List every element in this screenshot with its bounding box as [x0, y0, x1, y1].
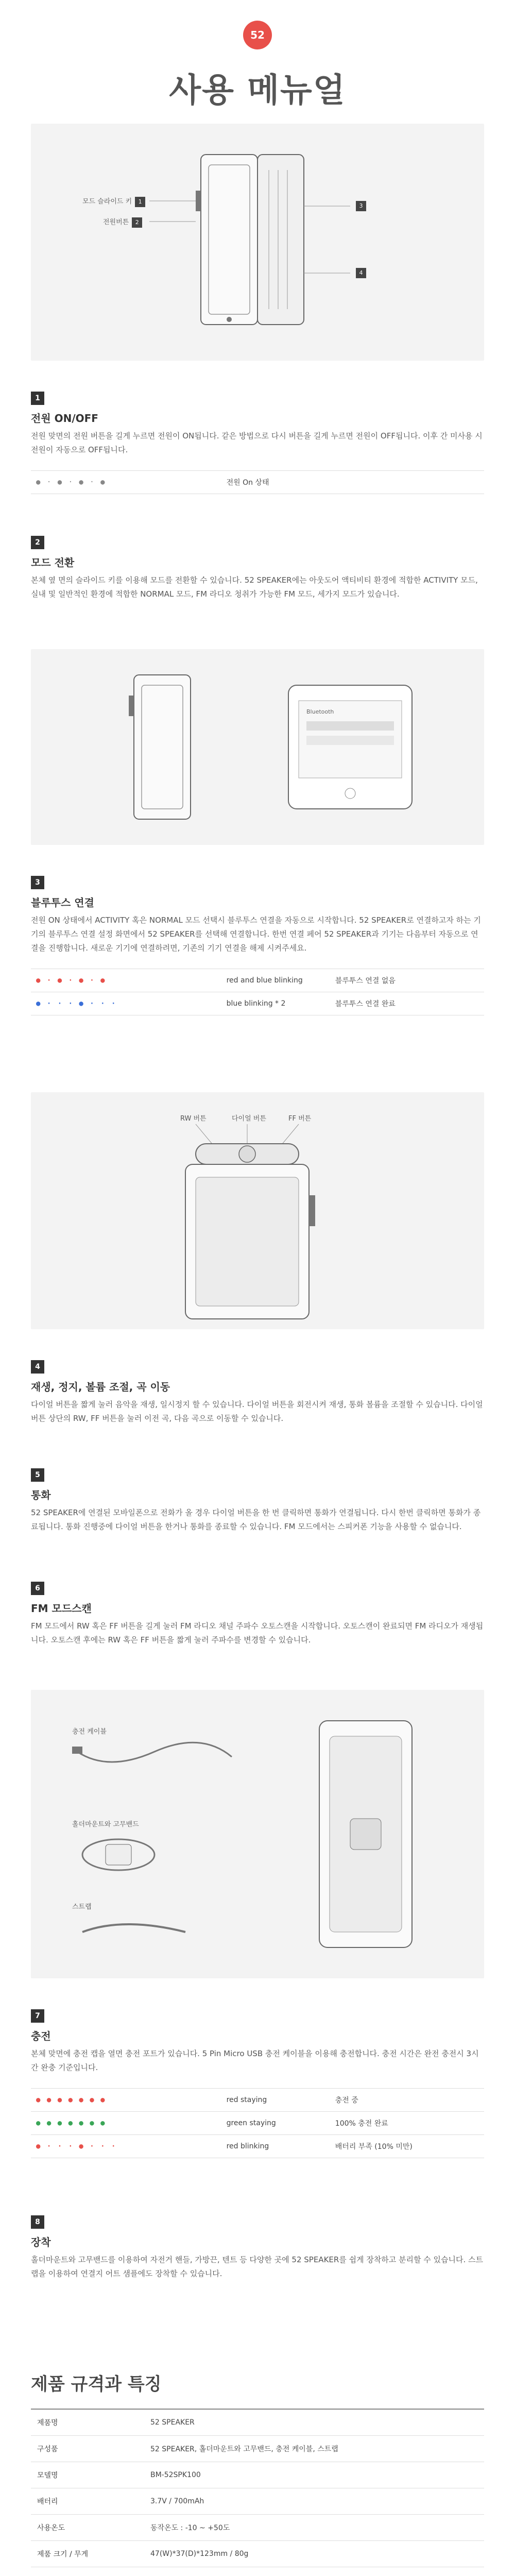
speaker-top-drawing [31, 1092, 484, 1329]
section-title: 충전 [31, 2030, 51, 2042]
section-number: 7 [31, 2009, 44, 2023]
section-charging [31, 2009, 484, 2158]
led-label: red blinking [221, 2135, 330, 2158]
label-strap: 스트랩 [72, 1903, 92, 1911]
section-title: 블루투스 연결 [31, 896, 94, 909]
section-mounting [31, 2215, 484, 2281]
led-desc: 블루투스 연결 완료 [330, 992, 484, 1015]
table-row [31, 2089, 484, 2112]
section-body: 52 SPEAKER에 연결된 모바일폰으로 전화가 올 경우 다이얼 버튼을 한 번 클릭하면 통화가 연결됩니다. 다시 한번 클릭하면 통화가 종료됩니다. 통화 진행중에 다이얼 버튼을 한거나 통화를 종료할 수 있습니다. FM 모드에서는 스피커폰 기능을 사용할 수 없습니다. [31, 1508, 481, 1531]
led-pattern: ● · · · ● · · · [31, 992, 221, 1015]
brand-badge: 52 [243, 21, 272, 49]
speaker-drawing [31, 124, 484, 361]
callout-3: 3 [353, 201, 366, 211]
section-number: 6 [31, 1582, 44, 1595]
led-desc: 충전 중 [330, 2089, 484, 2112]
table-row: 모델명 BM-52SPK100 [31, 2462, 484, 2488]
section-title: 장착 [31, 2236, 51, 2248]
section-bluetooth [31, 876, 484, 1015]
section-title: 통화 [31, 1489, 51, 1501]
section-number: 8 [31, 2215, 44, 2229]
led-desc: 배터리 부족 (10% 미만) [330, 2135, 484, 2158]
table-row [31, 2112, 484, 2135]
section-power [31, 392, 484, 494]
table-row [31, 2135, 484, 2158]
section-body: 본체 맞면에 충전 캡을 열면 충전 포트가 있습니다. 5 Pin Micro USB 충전 케이블을 이용해 충전합니다. 충전 시간은 완전 충전시 3시간 완충 기준입니다. [31, 2049, 479, 2072]
led-pattern: ● · ● · ● · ● [31, 471, 221, 494]
accessories-illustration [31, 1690, 484, 1978]
table-row: 제품 크기 / 무게 47(W)*37(D)*123mm / 80g [31, 2541, 484, 2567]
section-title: 모드 전환 [31, 556, 75, 569]
speaker-illustration [31, 124, 484, 361]
label-cable: 충전 케이블 [72, 1728, 107, 1736]
section-call [31, 1468, 484, 1534]
speaker-phone-drawing [31, 649, 484, 845]
callout-4: 4 [353, 268, 366, 278]
section-number: 1 [31, 392, 44, 405]
led-label: red staying [221, 2089, 330, 2112]
label-rw-button: RW 버튼 [180, 1115, 207, 1123]
section-number: 2 [31, 536, 44, 549]
specs-table [31, 2409, 484, 2576]
section-body: 본체 옆 면의 슬라이드 키를 이용해 모드를 전환할 수 있습니다. 52 SPEAKER에는 아웃도어 액티비티 환경에 적합한 ACTIVITY 모드, 실내 및 일반적인 환경에 적합한 NORMAL 모드, FM 라디오 청취가 가능한 FM 모드, 세가지 모드가 있습니다. [31, 575, 478, 599]
controls-illustration [31, 1092, 484, 1329]
specs-section [31, 2370, 484, 2576]
section-body: FM 모드에서 RW 혹은 FF 버튼을 길게 눌러 FM 라디오 채널 주파수 오토스캔을 시작합니다. 오토스캔이 완료되면 FM 라디오가 재생됩니다. 오토스캔 후에는 RW 혹은 FF 버튼을 짧게 눌러 주파수를 변경할 수 있습니다. [31, 1621, 484, 1645]
table-row: 구성품 52 SPEAKER, 홀더마운트와 고무밴드, 충전 케이블, 스트랩 [31, 2436, 484, 2462]
section-mode [31, 536, 484, 601]
section-number: 4 [31, 1360, 44, 1374]
led-desc: 전원 On 상태 [221, 471, 484, 494]
label-dial-button: 다이얼 버튼 [232, 1115, 266, 1123]
section-title: FM 모드스캔 [31, 1602, 92, 1615]
led-desc: 블루투스 연결 없음 [330, 969, 484, 992]
led-label: green staying [221, 2112, 330, 2135]
section-body: 전원 ON 상태에서 ACTIVITY 혹은 NORMAL 모드 선택시 블루투스 연결을 자동으로 시작합니다. 52 SPEAKER로 연결하고자 하는 기기의 블루투스 연결 설정 화면에서 52 SPEAKER를 선택해 연결합니다. 한번 연결 페어 52 SPEAKER과 기기는 다음부터 자동으로 연결을 진행합니다. 새로운 기기에 연결하려면, 기존의 기기 연결을 해제 시켜주세요. [31, 916, 481, 953]
table-row: 제품명 52 SPEAKER [31, 2409, 484, 2436]
table-row [31, 992, 484, 1015]
indicator-table [31, 969, 484, 1015]
page-title: 사용 메뉴얼 [169, 72, 346, 110]
header [31, 21, 484, 111]
table-row [31, 969, 484, 992]
led-pattern: ● · ● · ● · ● [31, 969, 221, 992]
section-title: 전원 ON/OFF [31, 412, 98, 425]
svg-text:Bluetooth: Bluetooth [306, 708, 334, 715]
table-row [31, 471, 484, 494]
indicator-table [31, 470, 484, 494]
section-number: 3 [31, 876, 44, 889]
led-label: red and blue blinking [221, 969, 330, 992]
table-row: 배터리 3.7V / 700mAh [31, 2488, 484, 2515]
section-body: 홀더마운트와 고무밴드를 이용하여 자전거 핸들, 가방끈, 텐트 등 다양한 곳에 52 SPEAKER를 쉽게 장착하고 분리할 수 있습니다. 스트랩을 이용하여 연결지 어트 샘플에도 장착할 수 있습니다. [31, 2255, 484, 2278]
led-pattern: ● · · · ● · · · [31, 2135, 221, 2158]
led-pattern: ● ● ● ● ● ● ● [31, 2089, 221, 2112]
label-holder: 홀더마운트와 고무밴드 [72, 1821, 139, 1828]
callout-mode-key: 모드 슬라이드 키 1 [82, 196, 145, 207]
bluetooth-illustration [31, 649, 484, 845]
section-fm-scan [31, 1582, 484, 1647]
table-row: 사용온도 동작온도 : -10 ~ +50도 [31, 2515, 484, 2541]
section-number: 5 [31, 1468, 44, 1482]
label-ff-button: FF 버튼 [288, 1115, 312, 1123]
led-pattern: ● ● ● ● ● ● ● [31, 2112, 221, 2135]
section-title: 재생, 정지, 볼륨 조절, 곡 이동 [31, 1381, 170, 1393]
led-desc: 100% 충전 완료 [330, 2112, 484, 2135]
specs-title: 제품 규격과 특징 [31, 2374, 162, 2395]
callout-power-button: 전원버튼 2 [103, 216, 142, 228]
section-body: 다이얼 버튼을 짧게 눌러 음악을 재생, 일시정지 할 수 있습니다. 다이얼 버튼을 회전시켜 재생, 통화 볼륨을 조절할 수 있습니다. 다이얼 버튼 상단의 RW, FF 버튼을 눌러 이전 곡, 다음 곡으로 이동할 수 있습니다. [31, 1400, 483, 1423]
table-row [31, 2567, 484, 2576]
section-body: 전원 맞면의 전원 버튼을 길게 누르면 전원이 ON됩니다. 같은 방법으로 다시 버튼을 길게 누르면 전원이 OFF됩니다. 이후 간 미사용 시 전원이 자동으로 OFF됩니다. [31, 431, 483, 454]
section-playback [31, 1360, 484, 1426]
led-label: blue blinking * 2 [221, 992, 330, 1015]
charging-indicator-table [31, 2088, 484, 2158]
